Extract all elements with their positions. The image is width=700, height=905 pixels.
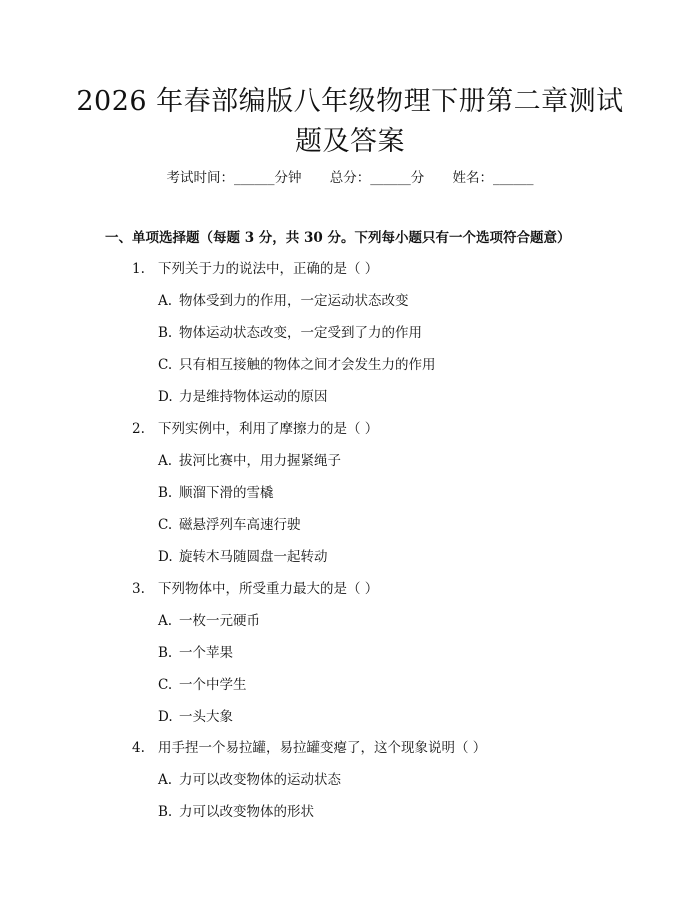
question-text: 下列实例中，利用了摩擦力的是（ ） (158, 421, 379, 437)
exam-meta (0, 168, 700, 188)
option-letter: A. (158, 453, 173, 469)
option-text: 一个中学生 (179, 677, 247, 693)
question-1-option-a (158, 291, 409, 311)
option-letter: C. (158, 517, 173, 533)
option-text: 一个苹果 (179, 645, 233, 661)
option-letter: A. (158, 293, 173, 309)
option-letter: D. (158, 709, 173, 725)
question-2-option-d (158, 547, 328, 567)
option-text: 磁悬浮列车高速行驶 (179, 517, 301, 533)
question-text: 下列关于力的说法中，正确的是（ ） (158, 261, 379, 277)
question-number: 1. (132, 261, 145, 277)
question-2-option-a (158, 451, 341, 471)
question-number: 3. (132, 581, 145, 597)
question-text: 下列物体中，所受重力最大的是（ ） (158, 581, 379, 597)
section-heading: 一、单项选择题（每题 3 分，共 30 分。下列每小题只有一个选项符合题意） (105, 230, 571, 246)
title-line-2: 题及答案 (295, 126, 405, 157)
option-letter: B. (158, 804, 173, 820)
exam-student-name: 姓名：______ (452, 170, 534, 186)
option-text: 力可以改变物体的运动状态 (179, 772, 341, 788)
option-text: 顺溜下滑的雪橇 (179, 485, 274, 501)
question-1-option-d (158, 387, 328, 407)
option-text: 物体受到力的作用，一定运动状态改变 (179, 293, 409, 309)
question-4-option-b (158, 802, 314, 822)
question-3-option-c (158, 675, 247, 695)
exam-time: 考试时间：______分钟 (166, 170, 302, 186)
page-title (60, 82, 640, 162)
option-text: 一枚一元硬币 (179, 613, 260, 629)
option-text: 只有相互接触的物体之间才会发生力的作用 (179, 357, 436, 373)
question-2-option-c (158, 515, 301, 535)
option-text: 物体运动状态改变，一定受到了力的作用 (179, 325, 422, 341)
question-2-option-b (158, 483, 274, 503)
question-number: 2. (132, 421, 145, 437)
option-letter: D. (158, 389, 173, 405)
option-letter: C. (158, 677, 173, 693)
title-line-1: 2026 年春部编版八年级物理下册第二章测试 (76, 86, 624, 117)
question-3 (132, 579, 378, 599)
option-text: 力可以改变物体的形状 (179, 804, 314, 820)
option-letter: B. (158, 325, 173, 341)
question-3-option-a (158, 611, 260, 631)
question-1-option-b (158, 323, 422, 343)
option-letter: B. (158, 645, 173, 661)
question-4 (132, 738, 486, 758)
option-text: 旋转木马随圆盘一起转动 (179, 549, 328, 565)
question-text: 用手捏一个易拉罐，易拉罐变瘪了，这个现象说明（ ） (158, 740, 487, 756)
question-3-option-b (158, 643, 233, 663)
option-letter: A. (158, 772, 173, 788)
option-letter: B. (158, 485, 173, 501)
question-4-option-a (158, 770, 341, 790)
option-letter: D. (158, 549, 173, 565)
question-1 (132, 259, 378, 279)
option-text: 拔河比赛中，用力握紧绳子 (179, 453, 341, 469)
question-2 (132, 419, 378, 439)
option-text: 一头大象 (179, 709, 233, 725)
option-text: 力是维持物体运动的原因 (179, 389, 328, 405)
exam-total-score: 总分：______分 (329, 170, 425, 186)
question-1-option-c (158, 355, 436, 375)
option-letter: C. (158, 357, 173, 373)
question-3-option-d (158, 707, 233, 727)
question-number: 4. (132, 740, 145, 756)
option-letter: A. (158, 613, 173, 629)
